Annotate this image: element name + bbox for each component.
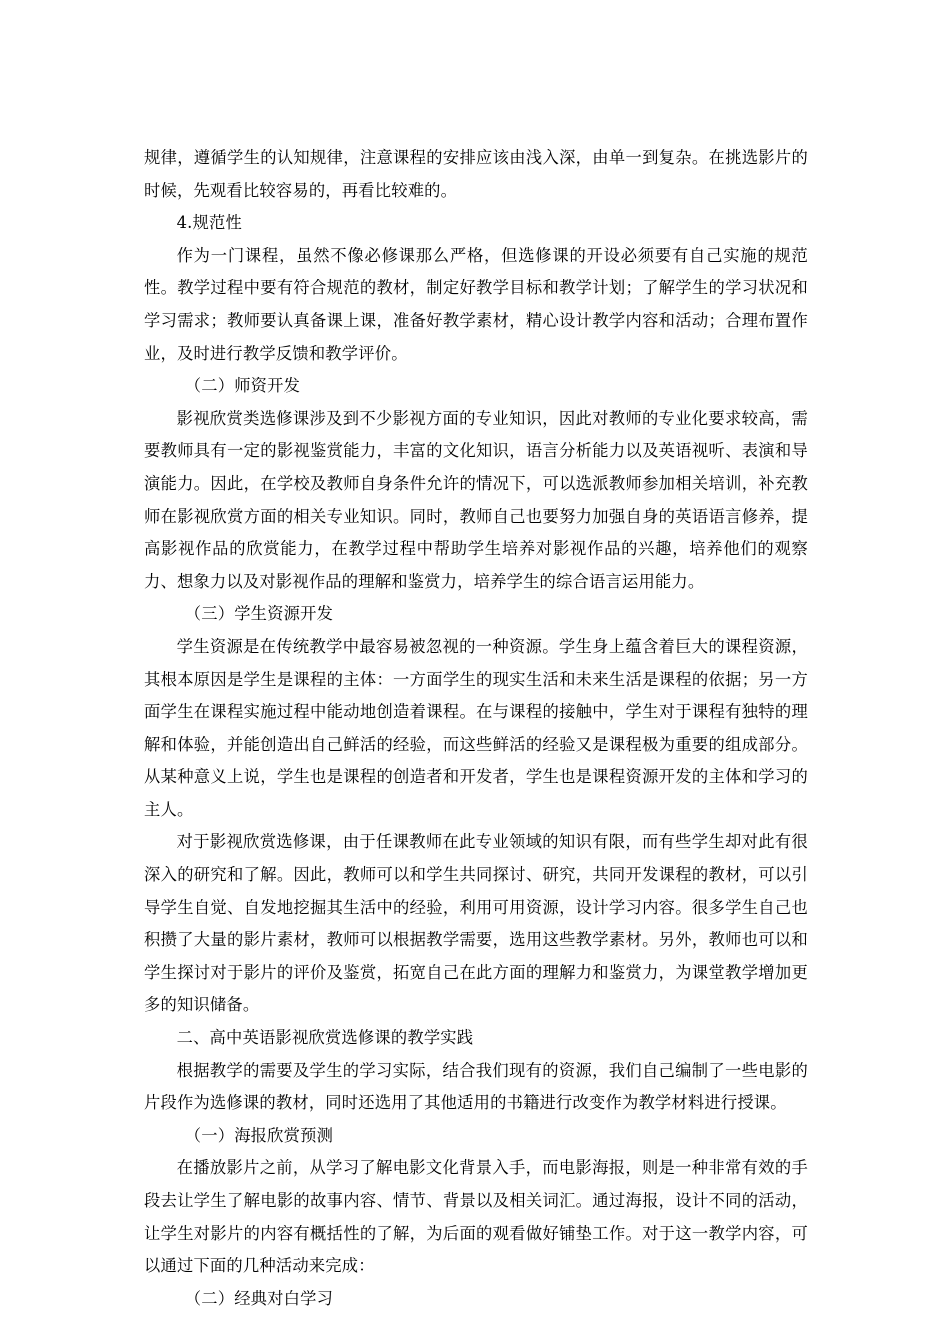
subsection-heading-teacher-development: （二）师资开发 (184, 376, 301, 396)
subsection-heading-student-resources: （三）学生资源开发 (184, 604, 334, 624)
paragraph-teacher-development: 影视欣赏类选修课涉及到不少影视方面的专业知识，因此对教师的专业化要求较高，需要教师具有一定的影视鉴赏能力，丰富的文化知识，语言分析能力以及英语视听、表演和导演能力。因此，在学校及教师自身条件允许的情况下，可以选派教师参加相关培训，补充教师在影视欣赏方面的相关专业知识。同时，教师自己也要努力加强自身的英语语言修养，提高影视作品的欣赏能力，在教学过程中帮助学生培养对影视作品的兴趣，培养他们的观察力、想象力以及对影视作品的理解和鉴赏力，培养学生的综合语言运用能力。 (144, 408, 808, 591)
subsection-heading-classic-dialogue: （二）经典对白学习 (184, 1288, 334, 1308)
section-heading-normativity: 4.规范性 (176, 213, 242, 233)
paragraph-continuation: 规律，遵循学生的认知规律，注意课程的安排应该由浅入深，由单一到复杂。在挑选影片的时候，先观看比较容易的，再看比较难的。 (144, 148, 808, 200)
subsection-heading-poster-prediction: （一）海报欣赏预测 (184, 1125, 334, 1145)
paragraph-teaching-practice: 根据教学的需要及学生的学习实际，结合我们现有的资源，我们自己编制了一些电影的片段作为选修课的教材，同时还选用了其他适用的书籍进行改变作为教学材料进行授课。 (144, 1060, 808, 1113)
document-body (144, 142, 808, 1315)
paragraph-poster-prediction: 在播放影片之前，从学习了解电影文化背景入手，而电影海报，则是一种非常有效的手段去让学生了解电影的故事内容、情节、背景以及相关词汇。通过海报，设计不同的活动，让学生对影片的内容有概括性的了解，为后面的观看做好铺垫工作。对于这一教学内容，可以通过下面的几种活动来完成： (144, 1158, 808, 1276)
paragraph-normativity: 作为一门课程，虽然不像必修课那么严格，但选修课的开设必须要有自己实施的规范性。教学过程中要有符合规范的教材，制定好教学目标和教学计划；了解学生的学习状况和学习需求；教师要认真备课上课，准备好教学素材，精心设计教学内容和活动；合理布置作业，及时进行教学反馈和教学评价。 (144, 245, 808, 363)
paragraph-student-resources-1: 学生资源是在传统教学中最容易被忽视的一种资源。学生身上蕴含着巨大的课程资源，其根本原因是学生是课程的主体：一方面学生的现实生活和未来生活是课程的依据；另一方面学生在课程实施过程中能动地创造着课程。在与课程的接触中，学生对于课程有独特的理解和体验，并能创造出自己鲜活的经验，而这些鲜活的经验又是课程极为重要的组成部分。从某种意义上说，学生也是课程的创造者和开发者，学生也是课程资源开发的主体和学习的主人。 (144, 636, 808, 819)
paragraph-student-resources-2: 对于影视欣赏选修课，由于任课教师在此专业领域的知识有限，而有些学生却对此有很深入的研究和了解。因此，教师可以和学生共同探讨、研究，共同开发课程的教材，可以引导学生自觉、自发地挖掘其生活中的经验，利用可用资源，设计学习内容。很多学生自己也积攒了大量的影片素材，教师可以根据教学需要，选用这些教学素材。另外，教师也可以和学生探讨对于影片的评价及鉴赏，拓宽自己在此方面的理解力和鉴赏力，为课堂教学增加更多的知识储备。 (144, 832, 808, 1015)
section-heading-teaching-practice: 二、高中英语影视欣赏选修课的教学实践 (176, 1028, 474, 1048)
